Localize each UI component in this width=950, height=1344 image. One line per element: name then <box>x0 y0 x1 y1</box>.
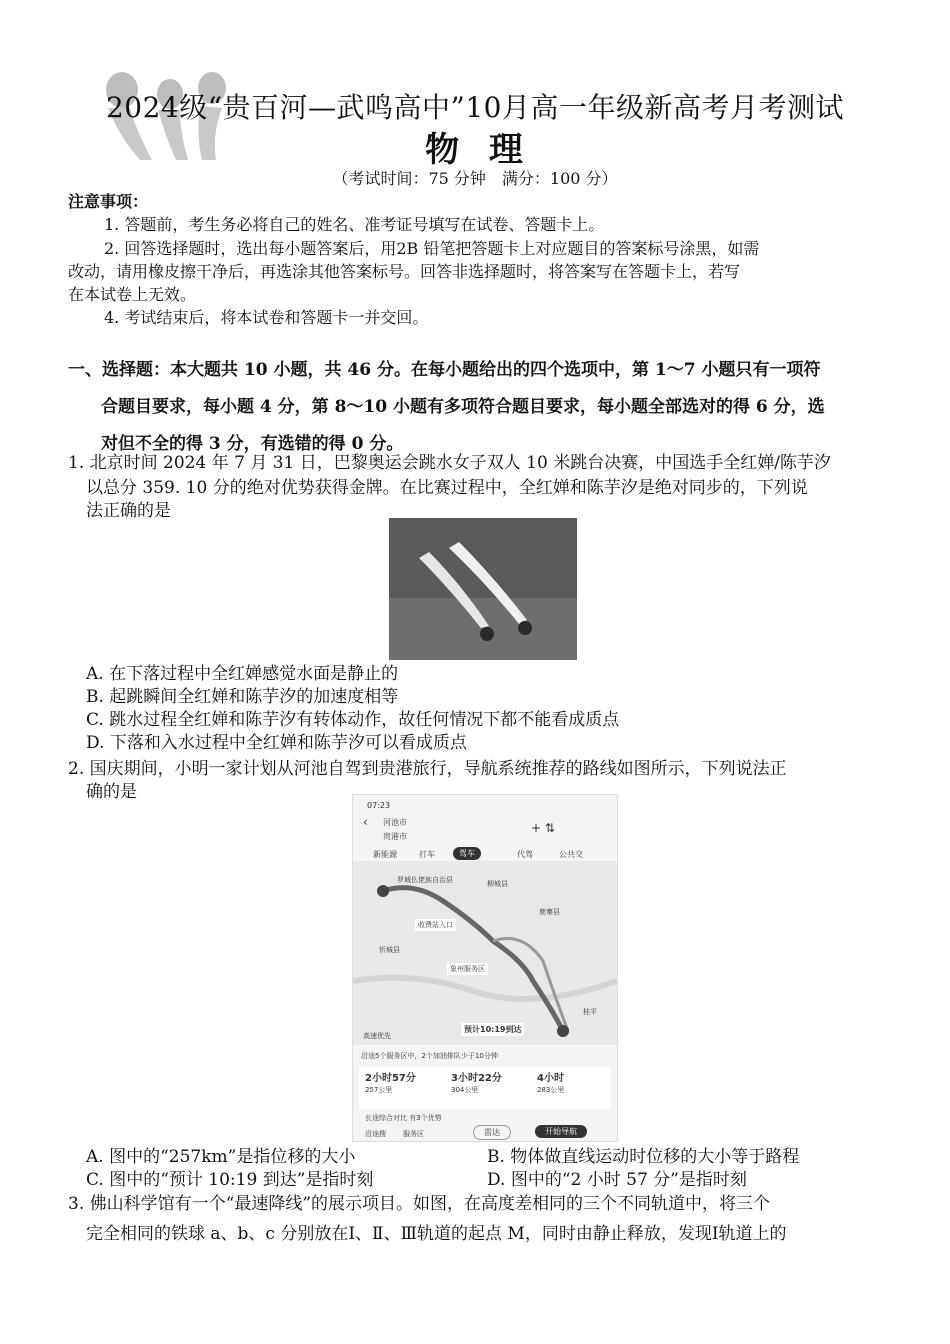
mode-3: 代驾 <box>517 850 533 859</box>
section-line-2: 合题目要求，每小题 4 分，第 8～10 小题有多项符合题目要求，每小题全部选对的得 6 分，选 <box>101 397 825 417</box>
add-stop-icon: + ⇅ <box>531 821 555 835</box>
compare-note: 长途综合对比 有3个优势 <box>365 1114 442 1122</box>
status-time: 07:23 <box>367 801 391 810</box>
q3-line-2: 完全相同的铁球 a、b、c 分别放在Ⅰ、Ⅱ、Ⅲ轨道的起点 M，同时由静止释放，发现Ⅰ轨道上的 <box>86 1224 787 1244</box>
btn-service: 服务区 <box>403 1130 424 1138</box>
q2-option-b: B. 物体做直线运动时位移的大小等于路程 <box>487 1147 800 1167</box>
from-field: 河池市 <box>383 818 407 827</box>
subject-title: 物 理 <box>425 130 525 170</box>
q1-option-d: D. 下落和入水过程中全红婵和陈芋汐可以看成质点 <box>86 733 467 753</box>
mode-1: 打车 <box>419 850 435 859</box>
q1-option-c: C. 跳水过程全红婵和陈芋汐有转体动作，故任何情况下都不能看成质点 <box>86 710 620 730</box>
q1-option-a: A. 在下落过程中全红婵感觉水面是静止的 <box>86 664 399 684</box>
route-1-dist: 304公里 <box>451 1086 479 1094</box>
place-guiping: 桂平 <box>583 1008 597 1016</box>
service-note: 沿途5个服务区中，2个加油排队少于10分钟 <box>361 1052 498 1060</box>
q2-line-2: 确的是 <box>86 782 137 802</box>
mode-0: 新能源 <box>373 850 397 859</box>
place-xincheng: 忻城县 <box>379 946 400 954</box>
note-2: 2. 回答选择题时，选出每小题答案后，用2B 铅笔把答题卡上对应题目的答案标号涂黑，如需 <box>104 239 760 258</box>
route-2-dist: 283公里 <box>537 1086 565 1094</box>
note-1: 1. 答题前，考生务必将自己的姓名、准考证号填写在试卷、答题卡上。 <box>104 215 605 234</box>
note-2-cont: 改动，请用橡皮擦干净后，再选涂其他答案标号。回答非选择题时，将答案写在答题卡上，若写 <box>68 262 741 281</box>
route-1-time: 3小时22分 <box>451 1073 502 1084</box>
note-4: 4. 考试结束后，将本试卷和答题卡一并交回。 <box>104 308 429 327</box>
section-line-1: 一、选择题：本大题共 10 小题，共 46 分。在每小题给出的四个选项中，第 1～7 小题只有一项符 <box>68 360 821 380</box>
diving-photo <box>389 518 577 660</box>
section-heading <box>68 352 888 463</box>
place-luzhai: 鹿寨县 <box>539 908 560 916</box>
service-area: 象州服务区 <box>447 963 488 975</box>
q2-option-a: A. 图中的“257km”是指位移的大小 <box>86 1147 356 1167</box>
mode-2: 驾车 <box>453 847 481 860</box>
to-field: 贵港市 <box>383 832 407 841</box>
q3-line-1: 3. 佛山科学馆有一个“最速降线”的展示项目。如图，在高度差相同的三个不同轨道中，将三个 <box>68 1194 771 1214</box>
q2-line-1: 2. 国庆期间，小明一家计划从河池自驾到贵港旅行，导航系统推荐的路线如图所示，下列说法正 <box>68 759 787 779</box>
navigation-screenshot <box>352 794 618 1142</box>
q1-option-b: B. 起跳瞬间全红婵和陈芋汐的加速度相等 <box>86 687 399 707</box>
route-0-dist: 257公里 <box>365 1086 393 1094</box>
route-2-time: 4小时 <box>537 1073 564 1084</box>
route-0-time: 2小时57分 <box>365 1073 416 1084</box>
q1-line-1: 1. 北京时间 2024 年 7 月 31 日，巴黎奥运会跳水女子双人 10 米跳台决赛，中国选手全红婵/陈芋汐 <box>68 453 831 473</box>
toll-entrance: 收费站入口 <box>415 919 456 931</box>
q2-option-d: D. 图中的“2 小时 57 分”是指时刻 <box>487 1170 747 1190</box>
place-luocheng: 罗城仫佬族自治县 <box>397 876 453 884</box>
notes-heading: 注意事项： <box>68 192 149 211</box>
eta-label: 预计10:19到达 <box>461 1023 524 1036</box>
q2-option-c: C. 图中的“预计 10:19 到达”是指时刻 <box>86 1170 374 1190</box>
highway-priority: 高速优先 <box>363 1032 391 1040</box>
back-arrow-icon: ‹ <box>363 815 368 829</box>
section-line-3: 对但不全的得 3 分，有选错的得 0 分。 <box>101 434 404 454</box>
btn-start-nav: 开始导航 <box>535 1125 587 1138</box>
q1-line-3: 法正确的是 <box>86 501 171 521</box>
route-options <box>359 1067 611 1109</box>
exam-info: （考试时间：75 分钟 满分：100 分） <box>332 169 618 188</box>
btn-search-along: 沿途搜 <box>365 1130 386 1138</box>
exam-title: 2024级“贵百河—武鸣高中”10月高一年级新高考月考测试 <box>105 91 845 124</box>
btn-radar: 雷达 <box>473 1125 511 1140</box>
q1-line-2: 以总分 359. 10 分的绝对优势获得金牌。在比赛过程中，全红婵和陈芋汐是绝对同步的，下列说 <box>86 478 808 498</box>
note-2-cont2: 在本试卷上无效。 <box>68 285 197 304</box>
place-liucheng: 柳城县 <box>487 880 508 888</box>
mode-4: 公共交 <box>559 850 583 859</box>
